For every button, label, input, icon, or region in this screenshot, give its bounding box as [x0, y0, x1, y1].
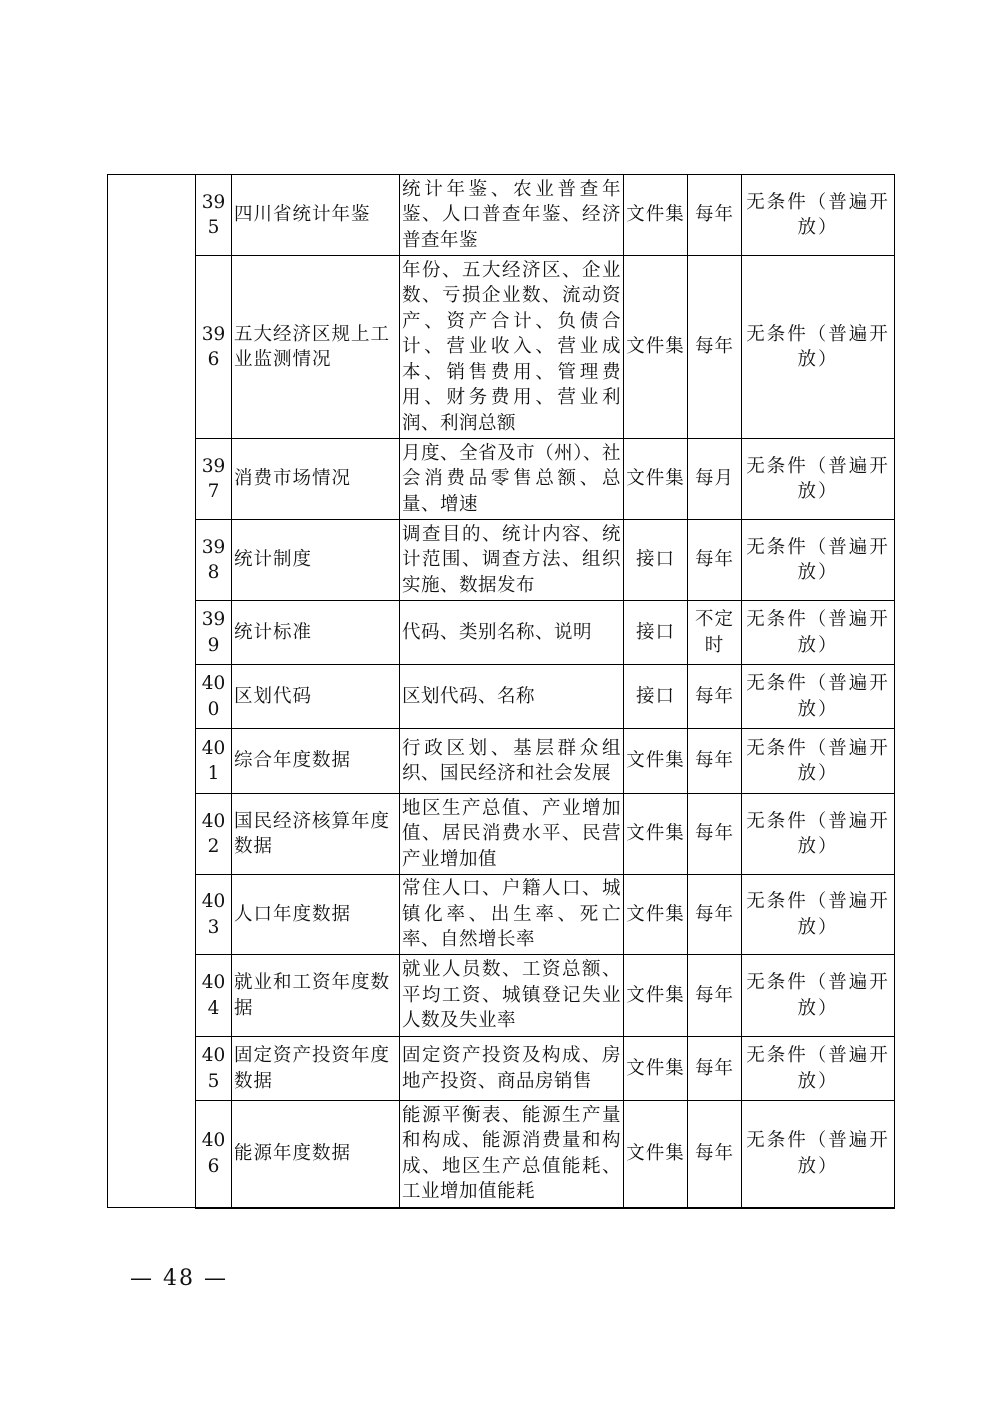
row-number: 395	[196, 175, 232, 256]
frequency-cell: 每年	[688, 1101, 742, 1208]
table-row	[108, 520, 895, 601]
format-cell: 接口	[624, 601, 688, 665]
row-number: 397	[196, 439, 232, 520]
format-cell: 文件集	[624, 1101, 688, 1208]
open-condition-cell: 无条件（普遍开放）	[742, 256, 895, 439]
data-items: 年份、五大经济区、企业数、亏损企业数、流动资产、资产合计、负债合计、营业收入、营业成本、销售费用、管理费用、财务费用、营业利润、利润总额	[400, 256, 624, 439]
table-row	[108, 256, 895, 439]
data-items: 能源平衡表、能源生产量和构成、能源消费量和构成、地区生产总值能耗、工业增加值能耗	[400, 1101, 624, 1208]
open-condition-cell: 无条件（普遍开放）	[742, 601, 895, 665]
row-number: 400	[196, 665, 232, 729]
data-items: 常住人口、户籍人口、城镇化率、出生率、死亡率、自然增长率	[400, 875, 624, 955]
resource-name: 国民经济核算年度数据	[232, 794, 400, 875]
open-condition-cell: 无条件（普遍开放）	[742, 875, 895, 955]
resource-name: 能源年度数据	[232, 1101, 400, 1208]
row-number: 398	[196, 520, 232, 601]
row-number: 405	[196, 1037, 232, 1101]
data-items: 代码、类别名称、说明	[400, 601, 624, 665]
data-items: 统计年鉴、农业普查年鉴、人口普查年鉴、经济普查年鉴	[400, 175, 624, 256]
format-cell: 文件集	[624, 1037, 688, 1101]
table-row	[108, 1037, 895, 1101]
open-condition-cell: 无条件（普遍开放）	[742, 665, 895, 729]
resource-name: 人口年度数据	[232, 875, 400, 955]
frequency-cell: 每年	[688, 794, 742, 875]
resource-name: 统计标准	[232, 601, 400, 665]
frequency-cell: 不定时	[688, 601, 742, 665]
frequency-cell: 每年	[688, 729, 742, 794]
data-items: 就业人员数、工资总额、平均工资、城镇登记失业人数及失业率	[400, 955, 624, 1037]
table-row	[108, 729, 895, 794]
data-catalog-table	[107, 174, 895, 1209]
data-items: 行政区划、基层群众组织、国民经济和社会发展	[400, 729, 624, 794]
frequency-cell: 每年	[688, 875, 742, 955]
row-number: 399	[196, 601, 232, 665]
open-condition-cell: 无条件（普遍开放）	[742, 729, 895, 794]
resource-name: 四川省统计年鉴	[232, 175, 400, 256]
frequency-cell: 每月	[688, 439, 742, 520]
frequency-cell: 每年	[688, 665, 742, 729]
open-condition-cell: 无条件（普遍开放）	[742, 175, 895, 256]
table-row	[108, 665, 895, 729]
format-cell: 文件集	[624, 175, 688, 256]
open-condition-cell: 无条件（普遍开放）	[742, 520, 895, 601]
format-cell: 文件集	[624, 955, 688, 1037]
category-cell	[108, 175, 196, 1208]
table-body	[108, 175, 895, 1208]
open-condition-cell: 无条件（普遍开放）	[742, 794, 895, 875]
open-condition-cell: 无条件（普遍开放）	[742, 439, 895, 520]
table-row	[108, 794, 895, 875]
open-condition-cell: 无条件（普遍开放）	[742, 1101, 895, 1208]
format-cell: 接口	[624, 665, 688, 729]
format-cell: 接口	[624, 520, 688, 601]
row-number: 401	[196, 729, 232, 794]
format-cell: 文件集	[624, 439, 688, 520]
table-row	[108, 601, 895, 665]
format-cell: 文件集	[624, 729, 688, 794]
open-condition-cell: 无条件（普遍开放）	[742, 955, 895, 1037]
row-number: 404	[196, 955, 232, 1037]
resource-name: 区划代码	[232, 665, 400, 729]
table-row	[108, 175, 895, 256]
data-items: 调查目的、统计内容、统计范围、调查方法、组织实施、数据发布	[400, 520, 624, 601]
frequency-cell: 每年	[688, 256, 742, 439]
format-cell: 文件集	[624, 875, 688, 955]
frequency-cell: 每年	[688, 955, 742, 1037]
data-items: 区划代码、名称	[400, 665, 624, 729]
resource-name: 就业和工资年度数据	[232, 955, 400, 1037]
row-number: 403	[196, 875, 232, 955]
resource-name: 综合年度数据	[232, 729, 400, 794]
resource-name: 统计制度	[232, 520, 400, 601]
page-number: — 48 —	[130, 1266, 228, 1291]
frequency-cell: 每年	[688, 1037, 742, 1101]
row-number: 402	[196, 794, 232, 875]
format-cell: 文件集	[624, 256, 688, 439]
table-row	[108, 955, 895, 1037]
resource-name: 五大经济区规上工业监测情况	[232, 256, 400, 439]
open-condition-cell: 无条件（普遍开放）	[742, 1037, 895, 1101]
data-items: 月度、全省及市（州）、社会消费品零售总额、总量、增速	[400, 439, 624, 520]
frequency-cell: 每年	[688, 175, 742, 256]
resource-name: 固定资产投资年度数据	[232, 1037, 400, 1101]
table-row	[108, 439, 895, 520]
format-cell: 文件集	[624, 794, 688, 875]
data-items: 固定资产投资及构成、房地产投资、商品房销售	[400, 1037, 624, 1101]
resource-name: 消费市场情况	[232, 439, 400, 520]
row-number: 406	[196, 1101, 232, 1208]
row-number: 396	[196, 256, 232, 439]
data-items: 地区生产总值、产业增加值、居民消费水平、民营产业增加值	[400, 794, 624, 875]
table-row	[108, 875, 895, 955]
table-row	[108, 1101, 895, 1208]
frequency-cell: 每年	[688, 520, 742, 601]
